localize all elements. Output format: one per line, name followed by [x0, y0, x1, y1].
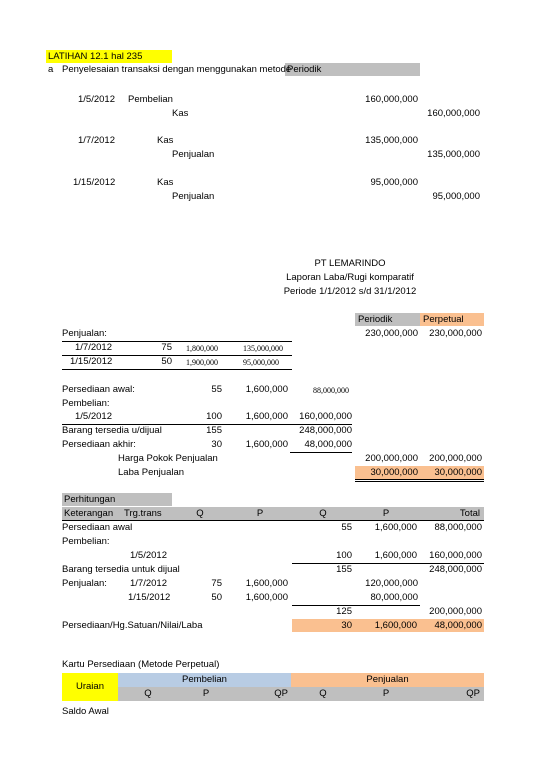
- profit-periodik: 30,000,000: [370, 467, 418, 478]
- ending-price: 1,600,000: [245, 439, 288, 450]
- ending-label: Persediaan akhir:: [62, 439, 136, 450]
- card-uraian: Uraian: [76, 681, 104, 692]
- calc-sales-date: 1/15/2012: [128, 592, 171, 603]
- calc-available-q: 155: [336, 564, 352, 575]
- calc-purchase-date: 1/5/2012: [130, 550, 167, 561]
- cogs-label: Harga Pokok Penjualan: [118, 453, 218, 464]
- journal-date: 1/5/2012: [78, 94, 115, 105]
- calc-sales-total: 120,000,000: [365, 578, 418, 589]
- calc-header: Trg.trans: [124, 508, 162, 519]
- calc-beginning-p: 1,600,000: [374, 522, 417, 533]
- rule: [62, 341, 292, 342]
- calc-sales-sum-total: 200,000,000: [429, 606, 482, 617]
- journal-credit-account: Kas: [172, 108, 189, 119]
- rule: [355, 481, 484, 482]
- part-letter: a: [48, 64, 54, 75]
- purchase-date: 1/5/2012: [75, 411, 112, 422]
- col-perpetual: Perpetual: [423, 314, 464, 325]
- journal-debit: 135,000,000: [365, 135, 418, 146]
- journal-credit-account: Penjualan: [172, 191, 215, 202]
- calc-sales-date: 1/7/2012: [130, 578, 167, 589]
- report-company: PT LEMARINDO: [314, 258, 386, 269]
- calc-sales-sum-q: 125: [336, 606, 352, 617]
- report-title: Laporan Laba/Rugi komparatif: [286, 272, 414, 283]
- purchase-label: Pembelian:: [62, 398, 110, 409]
- card-subheader: P: [382, 688, 390, 699]
- purchase-total: 160,000,000: [299, 411, 352, 422]
- calc-available-total: 248,000,000: [429, 564, 482, 575]
- rule: [292, 605, 420, 606]
- purchase-qty: 100: [206, 411, 222, 422]
- rule: [62, 369, 292, 370]
- calc-header: Keterangan: [64, 508, 114, 519]
- calc-ending-label: Persediaan/Hg.Satuan/Nilai/Laba: [62, 620, 203, 631]
- part-method: Periodik: [287, 64, 322, 75]
- report-period: Periode 1/1/2012 s/d 31/1/2012: [283, 286, 417, 297]
- rule: [62, 520, 484, 521]
- card-group-sales: Penjualan: [366, 674, 409, 685]
- journal-debit: 95,000,000: [370, 177, 418, 188]
- calc-beginning-label: Persediaan awal: [62, 522, 133, 533]
- calc-sales-p: 1,600,000: [245, 578, 288, 589]
- calc-header: Q: [319, 508, 327, 519]
- journal-date: 1/15/2012: [73, 177, 116, 188]
- card-subheader: P: [202, 688, 210, 699]
- calc-ending-total: 48,000,000: [434, 620, 482, 631]
- card-subheader: QP: [274, 688, 288, 699]
- calc-ending-p: 1,600,000: [374, 620, 417, 631]
- calc-purchase-p: 1,600,000: [374, 550, 417, 561]
- card-subheader: Q: [319, 688, 327, 699]
- sales-qty: 50: [161, 356, 172, 367]
- card-group-purchase: Pembelian: [182, 674, 227, 685]
- journal-debit-account: Kas: [157, 135, 174, 146]
- journal-debit-account: Kas: [157, 177, 174, 188]
- available-total: 248,000,000: [299, 425, 352, 436]
- sales-price: 1,900,000: [186, 358, 218, 367]
- beginning-label: Persediaan awal:: [62, 384, 135, 395]
- profit-perpetual: 30,000,000: [434, 467, 482, 478]
- sales-total: 135,000,000: [243, 344, 283, 353]
- calc-header: Q: [196, 508, 204, 519]
- journal-credit: 95,000,000: [432, 191, 480, 202]
- calc-header: P: [382, 508, 390, 519]
- beginning-price: 1,600,000: [245, 384, 288, 395]
- ending-qty: 30: [211, 439, 222, 450]
- journal-date: 1/7/2012: [78, 135, 115, 146]
- part-text: Penyelesaian transaksi dengan menggunakan metode: [62, 64, 292, 75]
- calc-header: P: [256, 508, 264, 519]
- calc-title: Perhitungan: [64, 494, 116, 505]
- rule: [62, 355, 292, 356]
- card-subheader: QP: [466, 688, 480, 699]
- calc-sales-label: Penjualan:: [62, 578, 107, 589]
- journal-debit: 160,000,000: [365, 94, 418, 105]
- cogs-periodik: 200,000,000: [365, 453, 418, 464]
- calc-sales-q: 50: [211, 592, 222, 603]
- calc-ending-q: 30: [341, 620, 352, 631]
- card-title: Kartu Persediaan (Metode Perpetual): [62, 659, 220, 670]
- journal-credit: 135,000,000: [427, 149, 480, 160]
- profit-label: Laba Penjualan: [118, 467, 185, 478]
- calc-purchase-label: Pembelian:: [62, 536, 110, 547]
- exercise-title: LATIHAN 12.1 hal 235: [48, 51, 143, 62]
- sales-price: 1,800,000: [186, 344, 218, 353]
- available-qty: 155: [206, 425, 222, 436]
- calc-sales-p: 1,600,000: [245, 592, 288, 603]
- calc-sales-total: 80,000,000: [370, 592, 418, 603]
- calc-purchase-total: 160,000,000: [429, 550, 482, 561]
- sales-periodik: 230,000,000: [365, 328, 418, 339]
- ending-total: 48,000,000: [304, 439, 352, 450]
- card-first-row: Saldo Awal: [62, 706, 109, 717]
- sales-qty: 75: [161, 342, 172, 353]
- calc-available-label: Barang tersedia untuk dijual: [62, 564, 180, 575]
- calc-beginning-q: 55: [341, 522, 352, 533]
- calc-header: Total: [459, 508, 480, 519]
- calc-sales-q: 75: [211, 578, 222, 589]
- sales-perpetual: 230,000,000: [429, 328, 482, 339]
- card-subheader: Q: [144, 688, 152, 699]
- purchase-price: 1,600,000: [245, 411, 288, 422]
- beginning-qty: 55: [211, 384, 222, 395]
- journal-credit: 160,000,000: [427, 108, 480, 119]
- rule: [355, 479, 484, 480]
- calc-purchase-q: 100: [336, 550, 352, 561]
- calc-beginning-total: 88,000,000: [434, 522, 482, 533]
- sales-total: 95,000,000: [243, 358, 279, 367]
- journal-credit-account: Penjualan: [172, 149, 215, 160]
- sales-label: Penjualan:: [62, 328, 107, 339]
- available-label: Barang tersedia u/dijual: [62, 425, 162, 436]
- beginning-total: 88,000,000: [313, 386, 349, 395]
- sales-date: 1/15/2012: [70, 356, 113, 367]
- cogs-perpetual: 200,000,000: [429, 453, 482, 464]
- journal-debit-account: Pembelian: [128, 94, 173, 105]
- sales-date: 1/7/2012: [75, 342, 112, 353]
- col-periodik: Periodik: [358, 314, 393, 325]
